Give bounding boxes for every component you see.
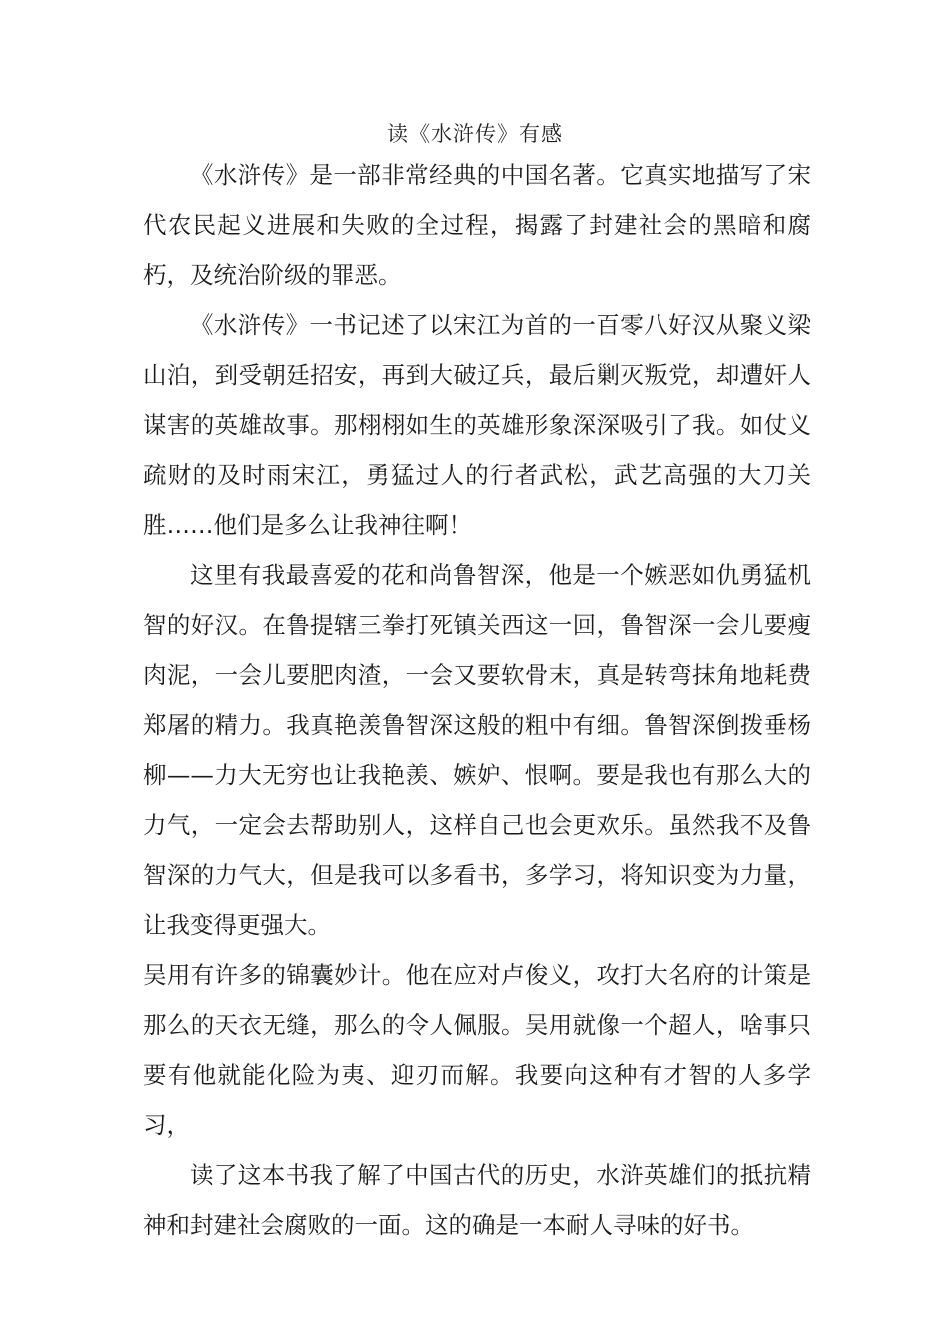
paragraph-summary: 《水浒传》一书记述了以宋江为首的一百零八好汉从聚义梁山泊，到受朝廷招安，再到大破辽兵，最后剿灭叛党，却遭奸人谋害的英雄故事。那栩栩如生的英雄形象深深吸引了我。如仗义疏财的及时雨宋江，勇猛过人的行者武松，武艺高强的大刀关胜……他们是多么让我神往啊！: [143, 311, 811, 539]
paragraph-wu-yong: 吴用有许多的锦囊妙计。他在应对卢俊义，攻打大名府的计策是那么的天衣无缝，那么的令人佩服。吴用就像一个超人，啥事只要有他就能化险为夷、迎刃而解。我要向这种有才智的人多学习，: [143, 961, 811, 1139]
paragraph-lu-zhishen: 这里有我最喜爱的花和尚鲁智深，他是一个嫉恶如仇勇猛机智的好汉。在鲁提辖三拳打死镇关西这一回，鲁智深一会儿要瘦肉泥，一会儿要肥肉渣，一会又要软骨末，真是转弯抹角地耗费郑屠的精力。我真艳羡鲁智深这般的粗中有细。鲁智深倒拨垂杨柳——力大无穷也让我艳羡、嫉妒、恨啊。要是我也有那么大的力气，一定会去帮助别人，这样自己也会更欢乐。虽然我不及鲁智深的力气大，但是我可以多看书，多学习，将知识变为力量，让我变得更强大。: [143, 561, 811, 939]
document-title: 读《水浒传》有感: [387, 122, 563, 146]
document-body: [143, 150, 811, 1250]
paragraph-conclusion: 读了这本书我了解了中国古代的历史，水浒英雄们的抵抗精神和封建社会腐败的一面。这的确是一本耐人寻味的好书。: [143, 1161, 811, 1239]
paragraph-intro: 《水浒传》是一部非常经典的中国名著。它真实地描写了宋代农民起义进展和失败的全过程，揭露了封建社会的黑暗和腐朽，及统治阶级的罪恶。: [143, 161, 811, 289]
